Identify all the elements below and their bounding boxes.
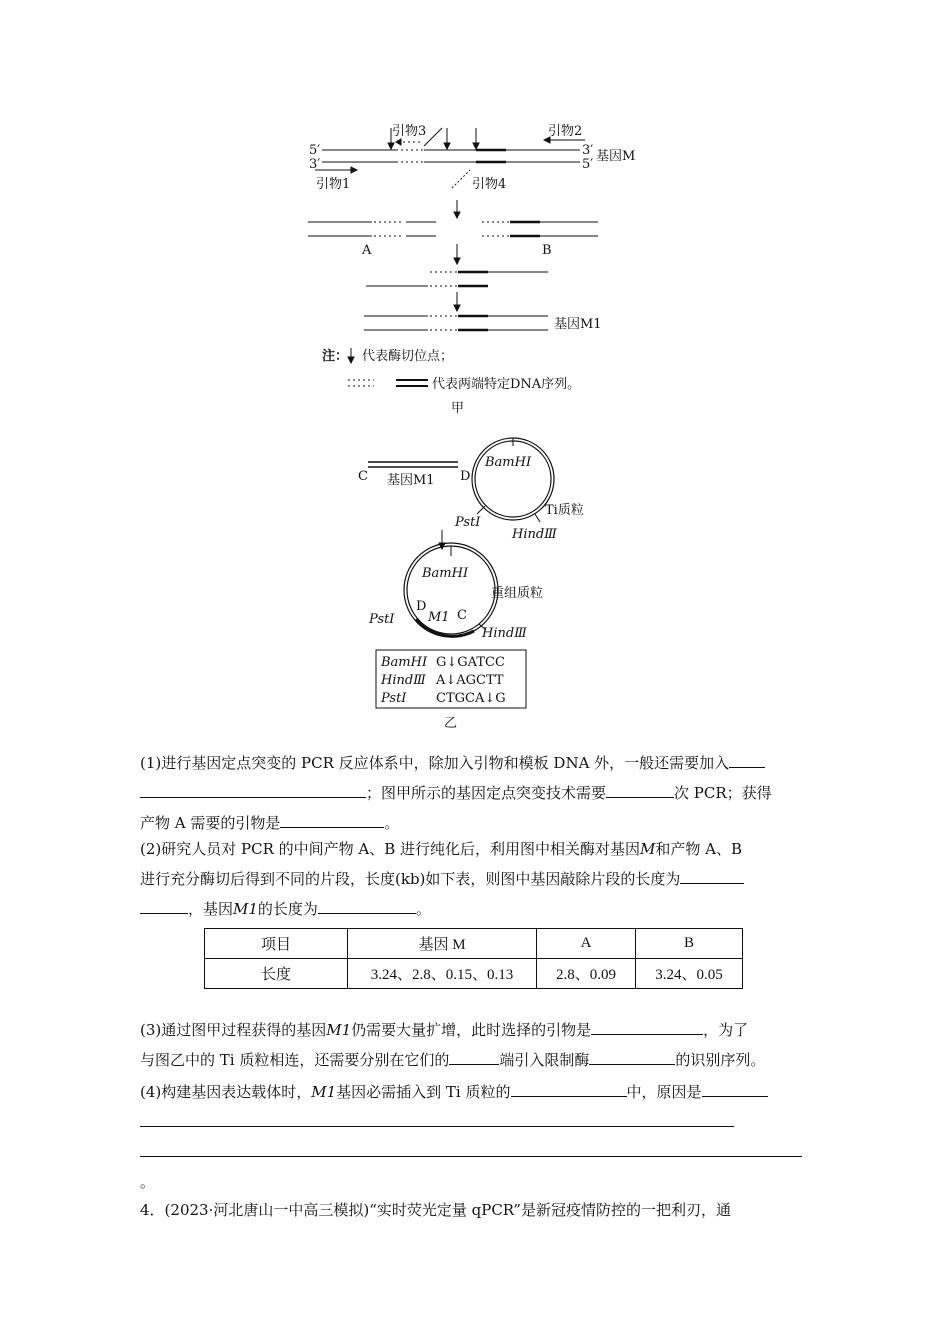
q3-blank-3[interactable] [589,1046,675,1065]
q2-text-1: (2)研究人员对 PCR 的中间产物 A、B 进行纯化后，利用图中相关酶对基因 [140,840,641,858]
q4-blank-2b[interactable] [140,1108,734,1127]
psti-ti-label: PstⅠ [455,515,481,530]
enzyme-name-2: HindⅢ [381,673,426,688]
table-header-cell: 项目 [205,929,348,959]
q3-blank-1[interactable] [591,1016,703,1035]
rec-d-label: D [416,599,427,614]
q1-blank-3[interactable] [280,809,384,828]
table-cell: 2.8、0.09 [537,959,636,989]
table-cell: 长度 [205,959,348,989]
enzyme-name-3: PstⅠ [381,691,407,706]
q2-blank-1a[interactable] [680,865,744,884]
figure-jia-labels [309,123,635,416]
note-cut: 代表酶切位点； [362,349,454,364]
q3-text-5: 端引入限制酶 [499,1051,590,1069]
q1-blank-2[interactable] [606,779,674,798]
psti-rec-label: PstⅠ [369,612,395,627]
q4-blank-2c[interactable] [140,1138,802,1157]
q4-blank-2a[interactable] [702,1078,768,1097]
q1-text-3: 次 PCR；获得 [674,784,772,802]
q1-text-2: ；图甲所示的基因定点突变技术需要 [366,784,607,802]
question-1 [140,748,820,838]
q4-text-2: 基因必需插入到 Ti 质粒的 [336,1083,511,1101]
gene-m1-label: 基因M1 [554,317,602,332]
bamhi-ti-label: BamHⅠ [485,455,532,470]
figure-jia [308,128,598,386]
rec-c-label: C [457,608,467,623]
question-3 [140,1015,820,1075]
q5-text: 4．(2023·河北唐山一中高三模拟)“实时荧光定量 qPCR”是新冠疫情防控的一把利刃，通 [140,1201,731,1219]
ti-plasmid-label: Ti质粒 [545,503,584,518]
product-a-label: A [362,243,372,258]
end-d-label: D [460,469,471,484]
q3-blank-2[interactable] [449,1046,499,1065]
three-prime-top: 3′ [582,143,594,158]
q4-text-3: 中，原因是 [626,1083,702,1101]
q4-text-1: (4)构建基因表达载体时， [140,1083,312,1101]
q4-gene-m1: M1 [311,1083,337,1101]
q2-text-2: 和产物 A、B [655,840,743,858]
primer4-label: 引物4 [472,177,507,192]
primer3-label: 引物3 [392,124,427,139]
q1-blank-1a[interactable] [729,749,765,768]
linear-m1-label: 基因M1 [387,473,435,488]
five-prime-bottom: 5′ [582,157,594,172]
q3-text-3: ，为了 [703,1021,749,1039]
q3-text-6: 的识别序列。 [675,1051,766,1069]
fragment-length-table [204,928,743,989]
q2-text-6: 。 [415,900,431,918]
enzyme-site-3: CTGCA↓G [436,691,506,706]
product-b-label: B [542,243,552,258]
q2-gene-m: M [640,840,656,858]
enzyme-site-1: G↓GATCC [436,655,505,670]
question-2 [140,834,820,924]
hindiii-rec-label: HindⅢ [482,626,527,641]
caption-yi: 乙 [444,716,458,731]
q3-gene-m1: M1 [326,1021,352,1039]
caption-jia: 甲 [451,401,465,416]
primer2-label: 引物2 [548,124,583,139]
table-row [205,959,743,989]
table-header-cell: B [636,929,743,959]
q2-blank-2[interactable] [318,895,416,914]
recombinant-label: 重组质粒 [491,586,544,601]
table-cell: 3.24、0.05 [636,959,743,989]
q2-text-4: ，基因 [188,900,234,918]
bamhi-rec-label: BamHⅠ [422,566,469,581]
q1-text-5: 。 [384,814,400,832]
q4-end: 。 [140,1173,156,1191]
enzyme-name-1: BamHⅠ [381,655,428,670]
hindiii-ti-label: HindⅢ [512,527,557,542]
q2-gene-m1: M1 [233,900,258,918]
note-seq: 代表两端特定DNA序列。 [432,377,581,392]
question-5-intro [140,1195,830,1225]
note-prefix: 注： [322,349,349,364]
gene-m-label: 基因M [596,149,636,164]
table-cell: 3.24、2.8、0.15、0.13 [348,959,537,989]
q3-text-2: 仍需要大量扩增，此时选择的引物是 [351,1021,592,1039]
q2-blank-1b[interactable] [140,895,188,914]
q4-blank-1[interactable] [511,1078,627,1097]
primer1-label: 引物1 [316,177,351,192]
rec-m1-label: M1 [428,610,450,625]
enzyme-site-2: A↓AGCTT [436,673,504,688]
table-header-cell: 基因 M [348,929,537,959]
table-header-cell: A [537,929,636,959]
q2-text-3: 进行充分酶切后得到不同的片段，长度(kb)如下表，则图中基因敲除片段的长度为 [140,870,681,888]
q1-blank-1b[interactable] [140,779,366,798]
q2-text-5: 的长度为 [257,900,318,918]
three-prime-bottom: 3′ [309,157,321,172]
q3-text-1: (3)通过图甲过程获得的基因 [140,1021,327,1039]
five-prime-top: 5′ [309,143,321,158]
q3-text-4: 与图乙中的 Ti 质粒相连，还需要分别在它们的 [140,1051,450,1069]
q1-text-4: 产物 A 需要的引物是 [140,814,281,832]
q1-text-1: (1)进行基因定点突变的 PCR 反应体系中，除加入引物和模板 DNA 外，一般还需要加入 [140,754,730,772]
end-c-label: C [358,469,368,484]
question-4 [140,1077,820,1197]
table-header-row [205,929,743,959]
